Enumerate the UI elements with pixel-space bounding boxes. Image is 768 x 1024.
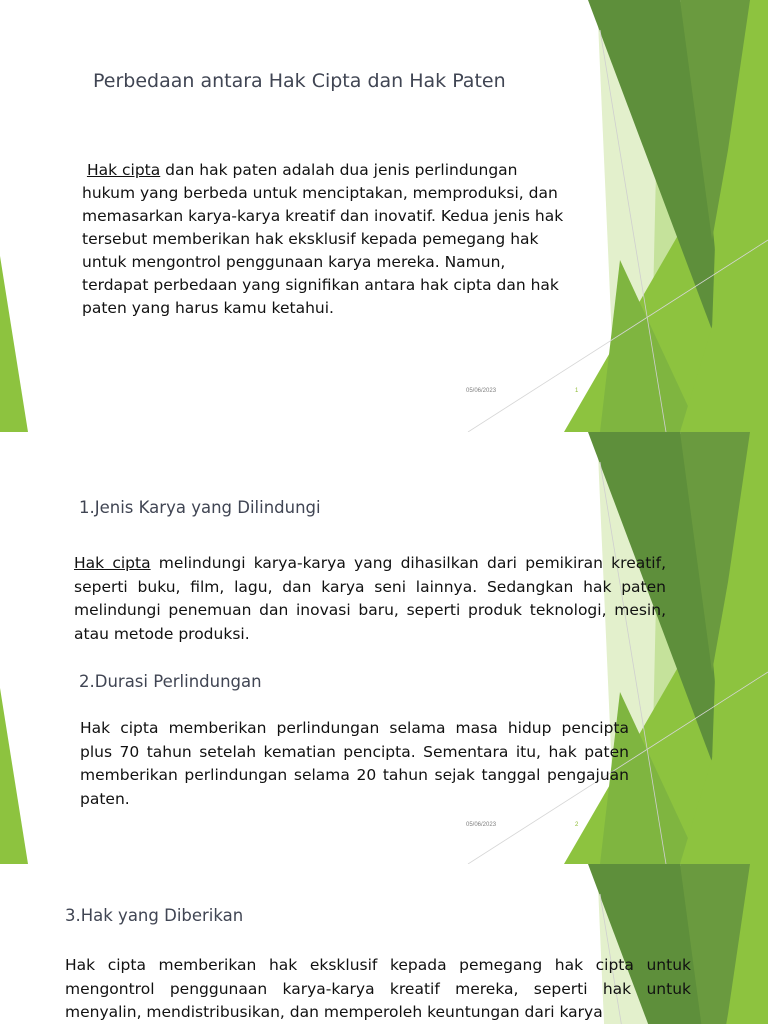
slide-2-heading-1: 1.Jenis Karya yang Dilindungi (79, 498, 321, 517)
slide-2-paragraph-1 (74, 552, 666, 646)
slide-2-page-number: 2 (575, 822, 579, 828)
slide-1-page-number: 1 (575, 388, 579, 394)
slide-1-title: Perbedaan antara Hak Cipta dan Hak Paten (93, 70, 506, 92)
left-edge-triangle (0, 256, 28, 432)
slide-3 (0, 864, 768, 1024)
slide-1-body-rest: dan hak paten adalah dua jenis perlindungan hukum yang berbeda untuk menciptakan, memproduksi, dan memasarkan karya-karya kreatif dan inovatif. Kedua jenis hak tersebut memberikan hak eksklusif kepada pemegang hak untuk mengontrol penggunaan karya mereka. Namun, terdapat perbedaan yang signifikan antara hak cipta dan hak paten yang harus kamu ketahui. (82, 161, 564, 317)
slide-2-date: 05/06/2023 (466, 822, 497, 828)
slide-2-heading-2: 2.Durasi Perlindungan (79, 672, 262, 691)
slide-3-heading: 3.Hak yang Diberikan (65, 906, 244, 925)
slide-3-paragraph: Hak cipta memberikan hak eksklusif kepada pemegang hak cipta untuk mengontrol penggunaan karya-karya kreatif mereka, seperti hak untuk menyalin, mendistribusikan, dan memperoleh keuntungan dari karya (65, 956, 691, 1021)
slide-2-paragraph-1-rest: melindungi karya-karya yang dihasilkan dari pemikiran kreatif, seperti buku, film, lagu, dan karya seni lainnya. Sedangkan hak paten melindungi penemuan dan inovasi baru, seperti produk teknologi, mesin, atau metode produksi. (74, 554, 666, 643)
hak-cipta-underlined: Hak cipta (74, 554, 151, 572)
slide-1-body (82, 159, 574, 320)
slide-1 (0, 0, 768, 432)
slide-2 (0, 432, 768, 864)
slide-1-date: 05/06/2023 (466, 388, 497, 394)
left-edge-triangle (0, 688, 28, 864)
slide-2-paragraph-2: Hak cipta memberikan perlindungan selama masa hidup pencipta plus 70 tahun setelah kematian pencipta. Sementara itu, hak paten memberikan perlindungan selama 20 tahun sejak tanggal pengajuan paten. (80, 719, 629, 808)
hak-cipta-underlined: Hak cipta (86, 161, 161, 179)
